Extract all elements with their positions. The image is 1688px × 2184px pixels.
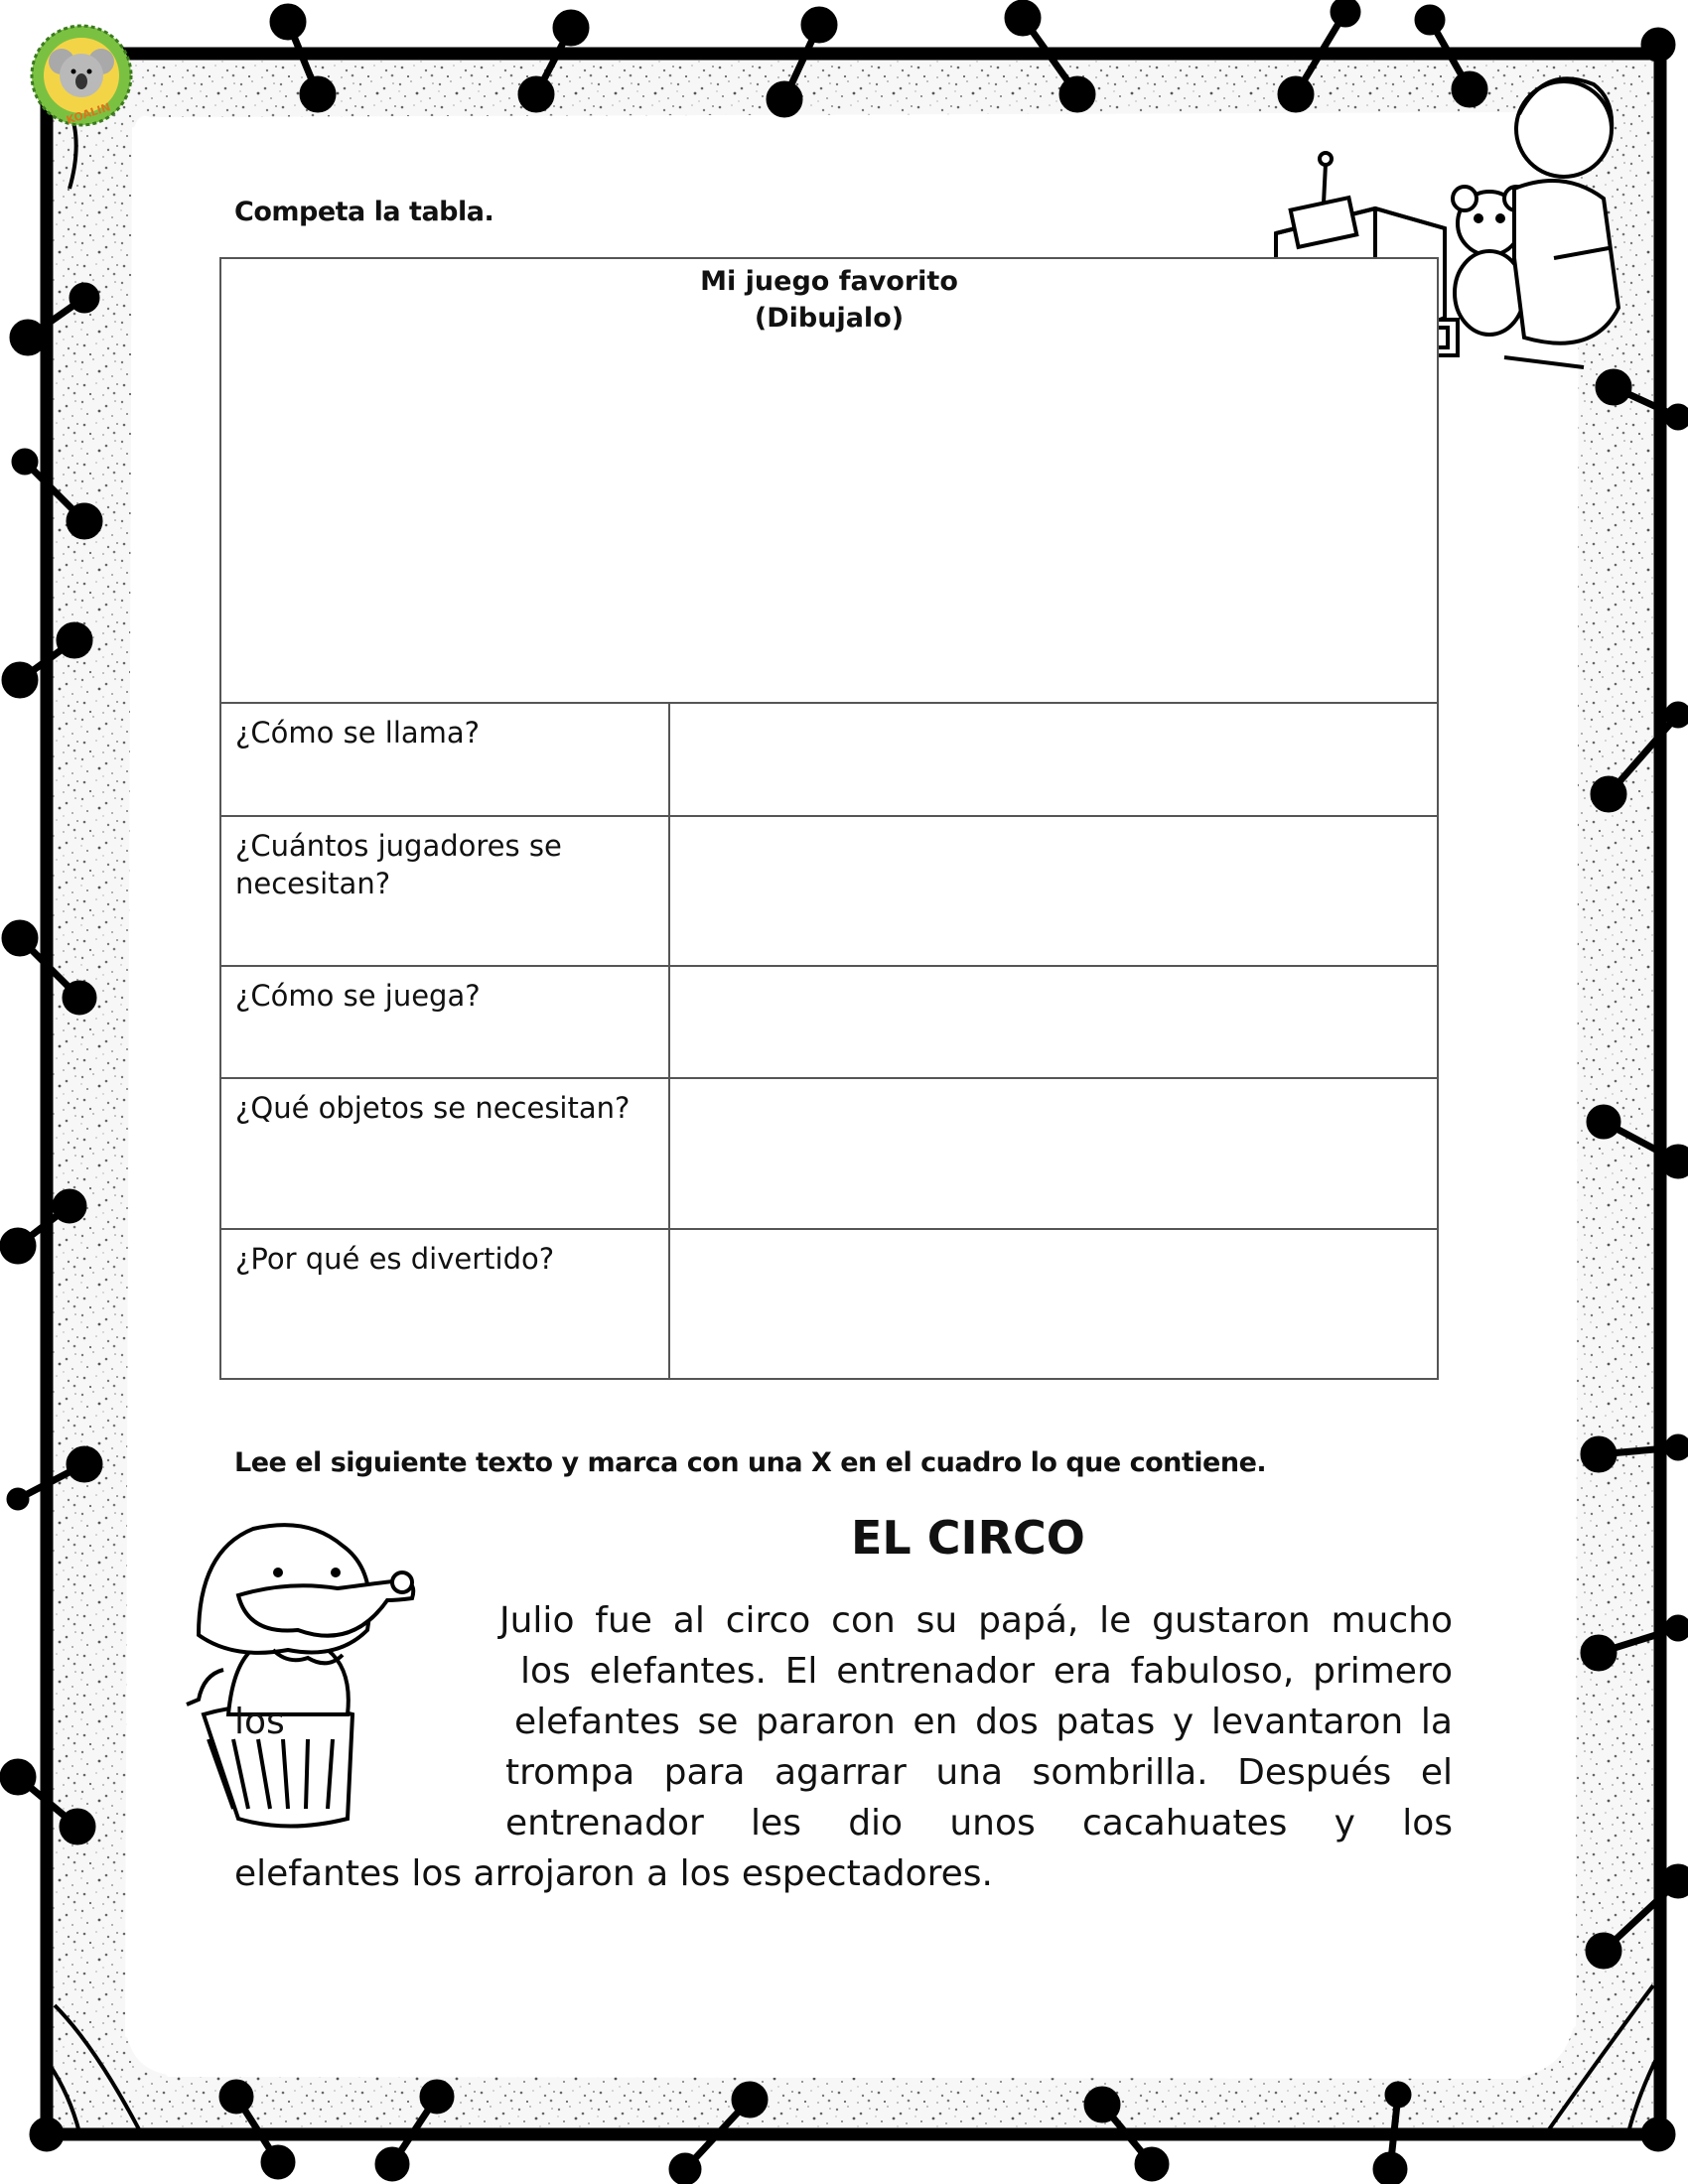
story-line-1: Julio fue al circo con su papá, le gustaron mucho	[499, 1600, 1453, 1641]
answer-objects[interactable]	[669, 1078, 1438, 1229]
koala-logo	[28, 22, 135, 129]
table-instruction: Competa la tabla.	[234, 197, 494, 227]
story-line-3: elefantes se pararon en dos patas y levantaron la	[514, 1702, 1453, 1742]
story-line-4: trompa para agarrar una sombrilla. Después el	[505, 1752, 1453, 1793]
story-line-5: entrenador les dio unos cacahuates y los	[505, 1803, 1453, 1843]
story-title: EL CIRCO	[851, 1511, 1085, 1565]
question-how-to-play: ¿Cómo se juega?	[220, 966, 669, 1078]
table-title-line2: (Dibujalo)	[754, 303, 905, 334]
table-title	[221, 259, 1437, 337]
story-overflow-word: los	[234, 1702, 285, 1742]
reading-instruction: Lee el siguiente texto y marca con una X en el cuadro lo que contiene.	[234, 1447, 1267, 1478]
drawing-area[interactable]	[220, 258, 1438, 703]
table-title-line1: Mi juego favorito	[700, 266, 958, 297]
answer-name[interactable]	[669, 703, 1438, 816]
logo-text: KOALIN	[65, 100, 112, 127]
answer-how-to-play[interactable]	[669, 966, 1438, 1078]
question-objects: ¿Qué objetos se necesitan?	[220, 1078, 669, 1229]
answer-why-fun[interactable]	[669, 1229, 1438, 1379]
question-name: ¿Cómo se llama?	[220, 703, 669, 816]
answer-players[interactable]	[669, 816, 1438, 966]
story-line-2: los elefantes. El entrenador era fabuloso, primero	[520, 1651, 1453, 1692]
question-players: ¿Cuántos jugadores se necesitan?	[220, 816, 669, 966]
story-line-6: elefantes los arrojaron a los espectadores.	[234, 1853, 993, 1894]
favorite-game-table	[219, 257, 1439, 1380]
circus-elephant-illustration	[179, 1511, 496, 1839]
question-why-fun: ¿Por qué es divertido?	[220, 1229, 669, 1379]
